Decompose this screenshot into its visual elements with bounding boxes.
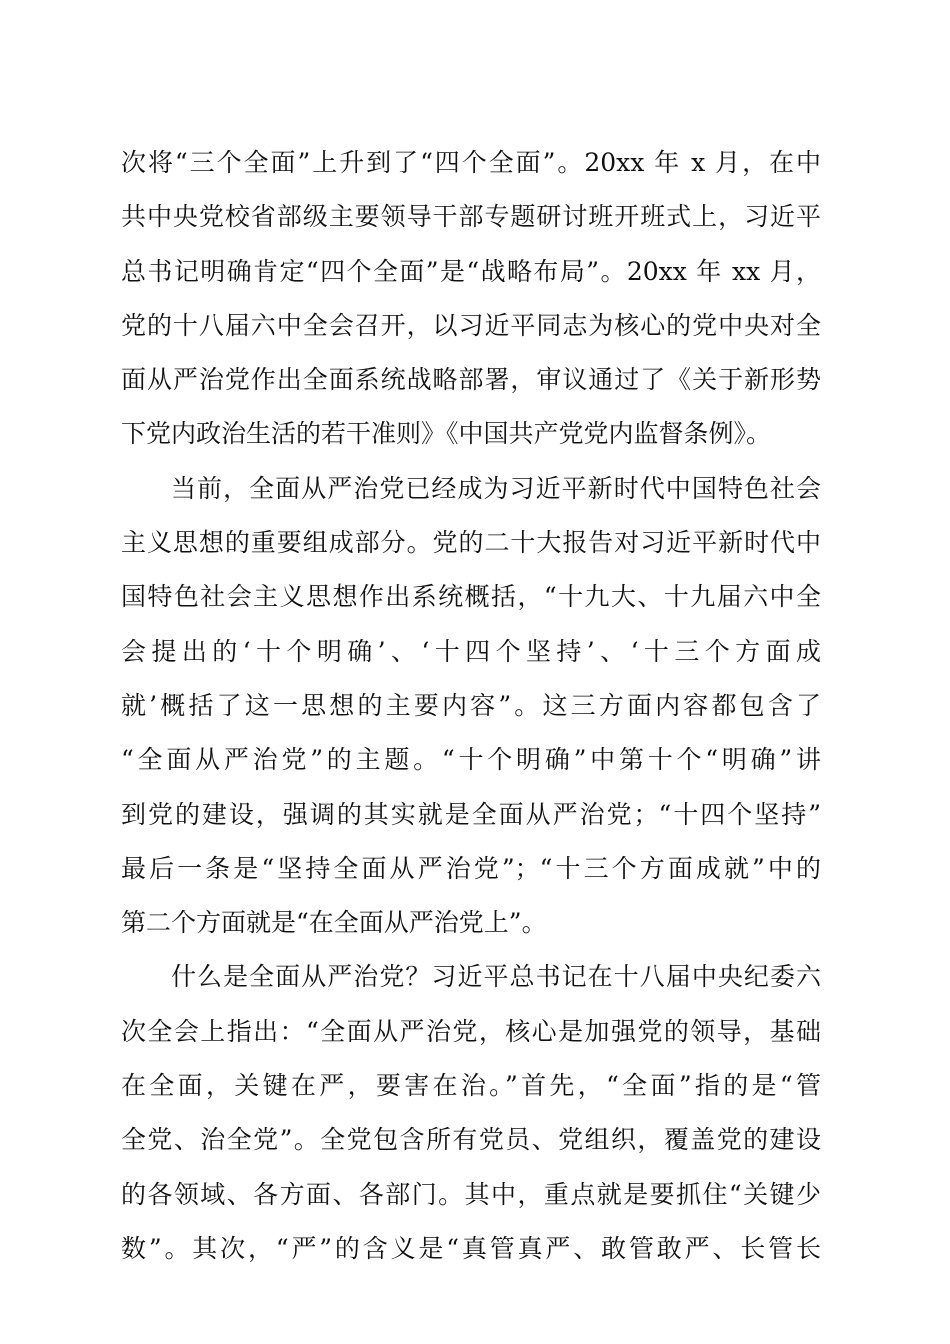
paragraph-line: 最后一条是“坚持全面从严治党”；“十三个方面成就”中的 [121,853,821,883]
paragraph-line: 当前，全面从严治党已经成为习近平新时代中国特色社会 [171,473,821,503]
paragraph-line: 党的十八届六中全会召开，以习近平同志为核心的党中央对全 [121,310,821,340]
paragraph-line: 总书记明确肯定“四个全面”是“战略布局”。20xx 年 xx 月， [121,256,821,286]
body-text [121,136,821,1276]
paragraph-line: 共中央党校省部级主要领导干部专题研讨班开班式上，习近平 [121,202,821,232]
paragraph-line: 在全面，关键在严，要害在治。”首先，“全面”指的是“管 [121,1071,821,1101]
paragraph-line: 的各领域、各方面、各部门。其中，重点就是要抓住“关键少 [121,1179,821,1209]
paragraph-2 [121,462,821,951]
paragraph-line: 下党内政治生活的若干准则》《中国共产党党内监督条例》。 [121,419,772,449]
paragraph-line: “全面从严治党”的主题。“十个明确”中第十个“明确”讲 [121,745,821,775]
paragraph-3 [121,950,821,1276]
paragraph-line: 面从严治党作出全面系统战略部署，审议通过了《关于新形势 [121,365,821,395]
paragraph-1 [121,136,821,462]
paragraph-line: 数”。其次，“严”的含义是“真管真严、敢管敢严、长管长 [121,1233,821,1263]
paragraph-line: 第二个方面就是“在全面从严治党上”。 [121,908,547,938]
paragraph-line: 国特色社会主义思想作出系统概括，“十九大、十九届六中全 [121,582,821,612]
paragraph-line: 主义思想的重要组成部分。党的二十大报告对习近平新时代中 [121,528,821,558]
paragraph-line: 会提出的‘十个明确’、‘十四个坚持’、‘十三个方面成 [121,636,821,666]
paragraph-line: 到党的建设，强调的其实就是全面从严治党；“十四个坚持” [121,799,821,829]
paragraph-line: 就’概括了这一思想的主要内容”。这三方面内容都包含了 [121,690,821,720]
paragraph-line: 次将“三个全面”上升到了“四个全面”。20xx 年 x 月，在中 [121,148,821,177]
paragraph-line: 全党、治全党”。全党包含所有党员、党组织，覆盖党的建设 [121,1125,821,1155]
paragraph-line: 次全会上指出：“全面从严治党，核心是加强党的领导，基础 [121,1016,821,1046]
paragraph-line: 什么是全面从严治党？习近平总书记在十八届中央纪委六 [171,962,821,992]
